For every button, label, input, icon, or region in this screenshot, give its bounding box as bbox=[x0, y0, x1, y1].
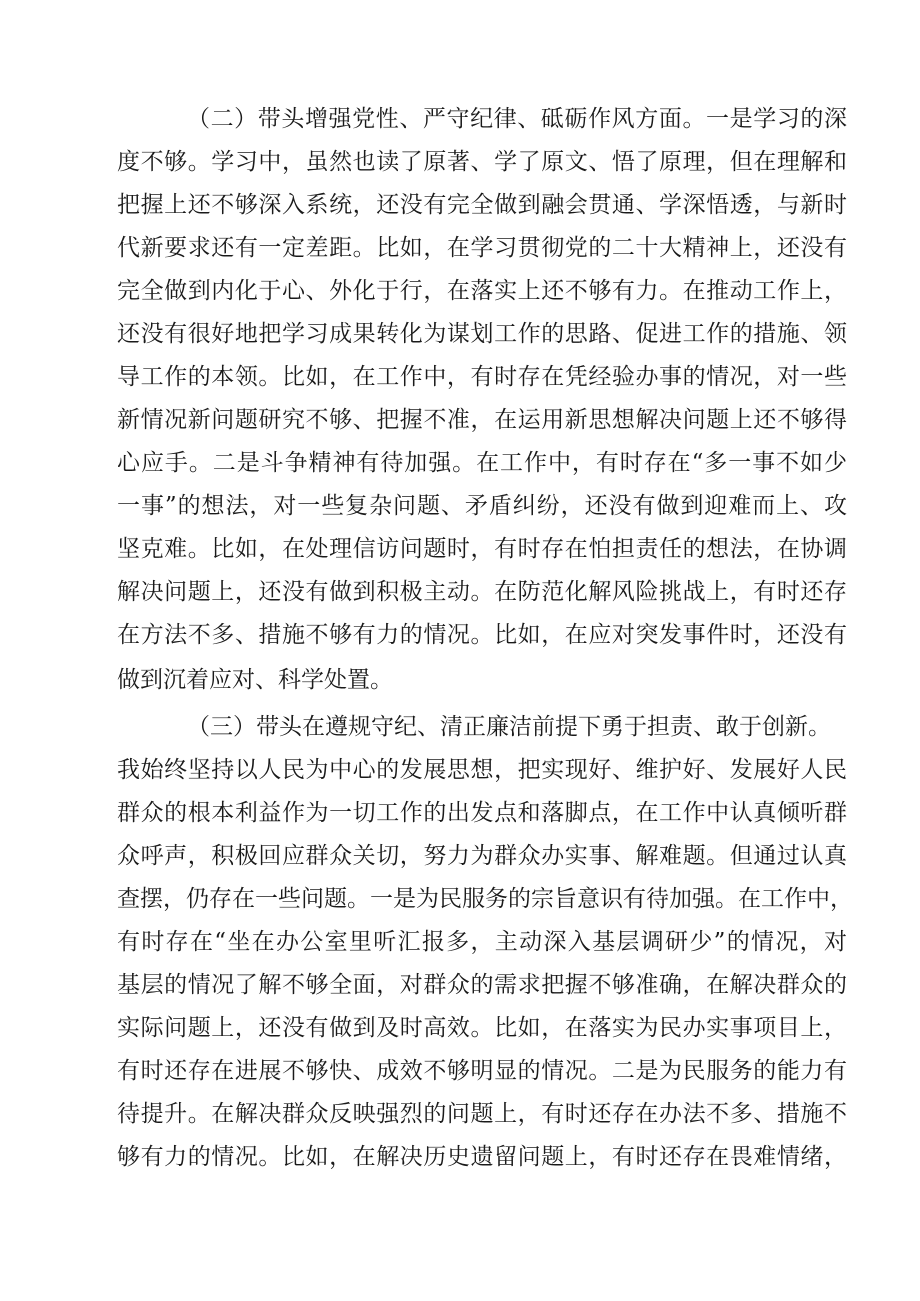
paragraph-line: 基层的情况了解不够全面，对群众的需求把握不够准确，在解决群众的 bbox=[117, 972, 847, 998]
paragraph-line: （三）带头在遵规守纪、清正廉洁前提下勇于担责、敢于创新。 bbox=[187, 714, 831, 740]
paragraph-line: 有时还存在进展不够快、成效不够明显的情况。二是为民服务的能力有 bbox=[117, 1058, 847, 1084]
paragraph-line: 有时存在“坐在办公室里听汇报多，主动深入基层调研少”的情况，对 bbox=[117, 929, 847, 955]
paragraph-line: 坚克难。比如，在处理信访问题时，有时存在怕担责任的想法，在协调 bbox=[117, 536, 847, 562]
paragraph-line: 导工作的本领。比如，在工作中，有时存在凭经验办事的情况，对一些 bbox=[117, 364, 847, 390]
paragraph-line: 度不够。学习中，虽然也读了原著、学了原文、悟了原理，但在理解和 bbox=[117, 149, 847, 175]
paragraph-line: 一事”的想法，对一些复杂问题、矛盾纠纷，还没有做到迎难而上、攻 bbox=[117, 493, 847, 519]
paragraph-line: 完全做到内化于心、外化于行，在落实上还不够有力。在推动工作上， bbox=[117, 278, 847, 304]
paragraph-line: 在方法不多、措施不够有力的情况。比如，在应对突发事件时，还没有 bbox=[117, 622, 847, 648]
paragraph-line: 解决问题上，还没有做到积极主动。在防范化解风险挑战上，有时还存 bbox=[117, 579, 847, 605]
paragraph-line: 代新要求还有一定差距。比如，在学习贯彻党的二十大精神上，还没有 bbox=[117, 235, 847, 261]
paragraph-line: 实际问题上，还没有做到及时高效。比如，在落实为民办实事项目上， bbox=[117, 1015, 847, 1041]
paragraph-line: 待提升。在解决群众反映强烈的问题上，有时还存在办法不多、措施不 bbox=[117, 1101, 847, 1127]
paragraph-line: 把握上还不够深入系统，还没有完全做到融会贯通、学深悟透，与新时 bbox=[117, 192, 847, 218]
paragraph-line: 众呼声，积极回应群众关切，努力为群众办实事、解难题。但通过认真 bbox=[117, 843, 847, 869]
paragraph-line: 我始终坚持以人民为中心的发展思想，把实现好、维护好、发展好人民 bbox=[117, 757, 847, 783]
paragraph-line: 群众的根本利益作为一切工作的出发点和落脚点，在工作中认真倾听群 bbox=[117, 800, 847, 826]
paragraph-line: 新情况新问题研究不够、把握不准，在运用新思想解决问题上还不够得 bbox=[117, 407, 847, 433]
paragraph-line: 心应手。二是斗争精神有待加强。在工作中，有时存在“多一事不如少 bbox=[117, 450, 847, 476]
paragraph-line: 还没有很好地把学习成果转化为谋划工作的思路、促进工作的措施、领 bbox=[117, 321, 847, 347]
paragraph-line: （二）带头增强党性、严守纪律、砥砺作风方面。一是学习的深 bbox=[187, 106, 847, 132]
paragraph-line: 查摆，仍存在一些问题。一是为民服务的宗旨意识有待加强。在工作中， bbox=[117, 886, 853, 912]
paragraph-line: 做到沉着应对、科学处置。 bbox=[117, 667, 393, 693]
paragraph-line: 够有力的情况。比如，在解决历史遗留问题上，有时还存在畏难情绪， bbox=[117, 1144, 847, 1170]
